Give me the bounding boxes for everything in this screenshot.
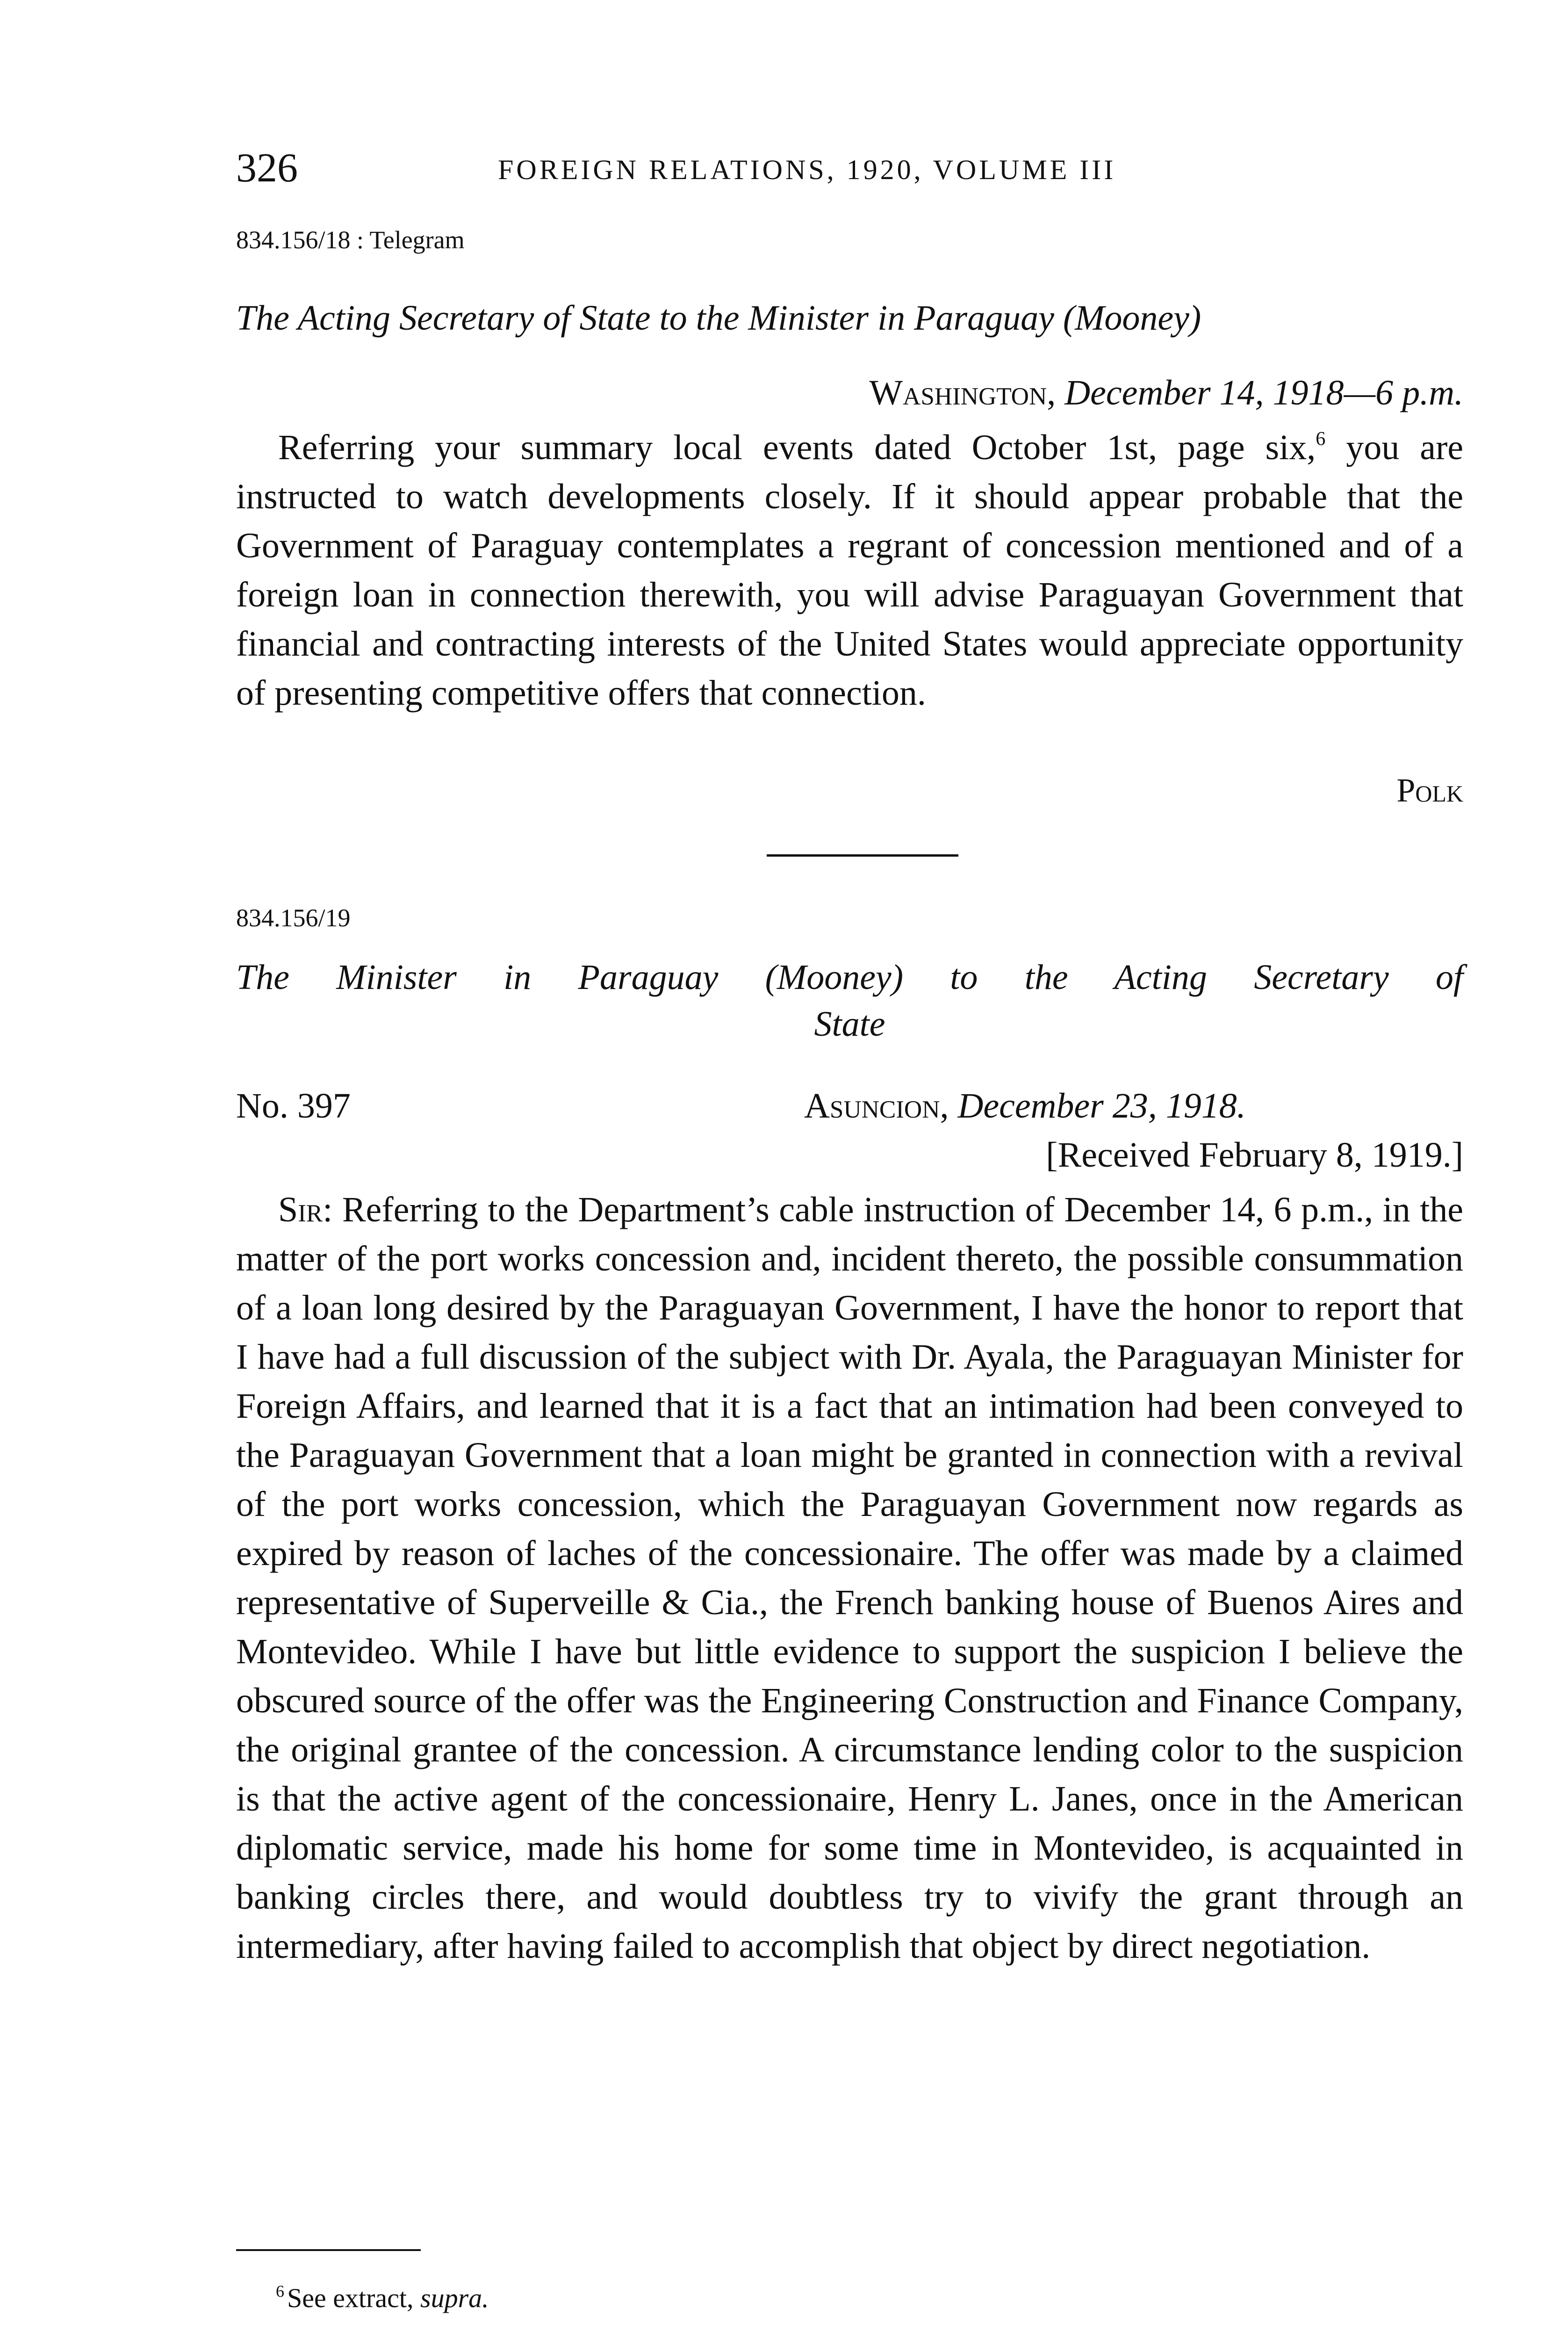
section-divider — [767, 854, 958, 857]
running-title: FOREIGN RELATIONS, 1920, VOLUME III — [498, 154, 1116, 185]
running-head — [236, 140, 1463, 196]
telegram-body — [236, 423, 1463, 718]
file-number-2: 834.156/19 — [236, 904, 351, 932]
telegram-text-part2: you are instructed to watch developments closely. If it should appear probable that the Government of Paraguay contemplates a regrant of concession mentioned and of a foreign loan in connection therewith, you will advise Paraguayan Government that financial and contracting interests of the United States would appreciate opportunity of presenting competitive offers that connection. — [236, 428, 1464, 713]
telegram-text-part1: Referring your summary local events dated October 1st, page six, — [278, 428, 1316, 467]
file-number-1: 834.156/18 : Telegram — [236, 226, 465, 254]
despatch-body — [236, 1185, 1463, 1971]
dateline-1 — [236, 369, 1463, 416]
salutation: Sir: — [278, 1190, 333, 1229]
footnote-ref: 6 — [1316, 428, 1326, 450]
document-heading-2-line2: State — [814, 1004, 885, 1044]
received-note: [Received February 8, 1919.] — [1046, 1135, 1463, 1175]
page-number: 326 — [236, 145, 298, 191]
dateline-place: Asuncion, — [804, 1086, 949, 1126]
footnote-rule — [236, 2249, 421, 2251]
dateline-2 — [804, 1082, 1463, 1129]
dateline-place: Washington, — [869, 373, 1056, 412]
despatch-number: No. 397 — [236, 1086, 351, 1126]
footnote-mark: 6 — [276, 2282, 284, 2301]
footnote — [276, 2273, 1398, 2317]
dateline-date: December 23, 1918. — [957, 1086, 1246, 1126]
despatch-text: Referring to the Department’s cable instruction of December 14, 6 p.m., in the matter of the port works concession and, incident thereto, the possible consummation of a loan long desired by the Paraguayan Government, I have the honor to report that I have had a full discussion of the subject with Dr. Ayala, the Paraguayan Minister for Foreign Affairs, and learned that it is a fact that an intimation had been conveyed to the Paraguayan Government that a loan might be granted in connection with a revival of the port works concession, which the Paraguayan Government now regards as expired by reason of laches of the concessionaire. The offer was made by a claimed representative of Superveille & Cia., the French banking house of Buenos Aires and Montevideo. While I have but little evidence to support the suspicion I believe the obscured source of the offer was the Engineering Construction and Finance Company, the original grantee of the concession. A circumstance lending color to the suspicion is that the active agent of the concessionaire, Henry L. Janes, once in the American diplomatic service, made his home for some time in Montevideo, is acquainted in banking circles there, and would doubtless try to vivify the grant through an intermediary, after having failed to accomplish that object by direct negotiation. — [236, 1190, 1464, 1966]
signature-1: Polk — [1396, 772, 1463, 809]
document-heading-2-line1: The Minister in Paraguay (Mooney) to the Acting Secretary of — [236, 958, 1463, 997]
dateline-date: December 14, 1918—6 p.m. — [1065, 373, 1463, 412]
footnote-text: See extract, — [287, 2283, 421, 2313]
document-heading-1: The Acting Secretary of State to the Minister in Paraguay (Mooney) — [236, 298, 1201, 338]
footnote-italic: supra. — [420, 2283, 489, 2313]
